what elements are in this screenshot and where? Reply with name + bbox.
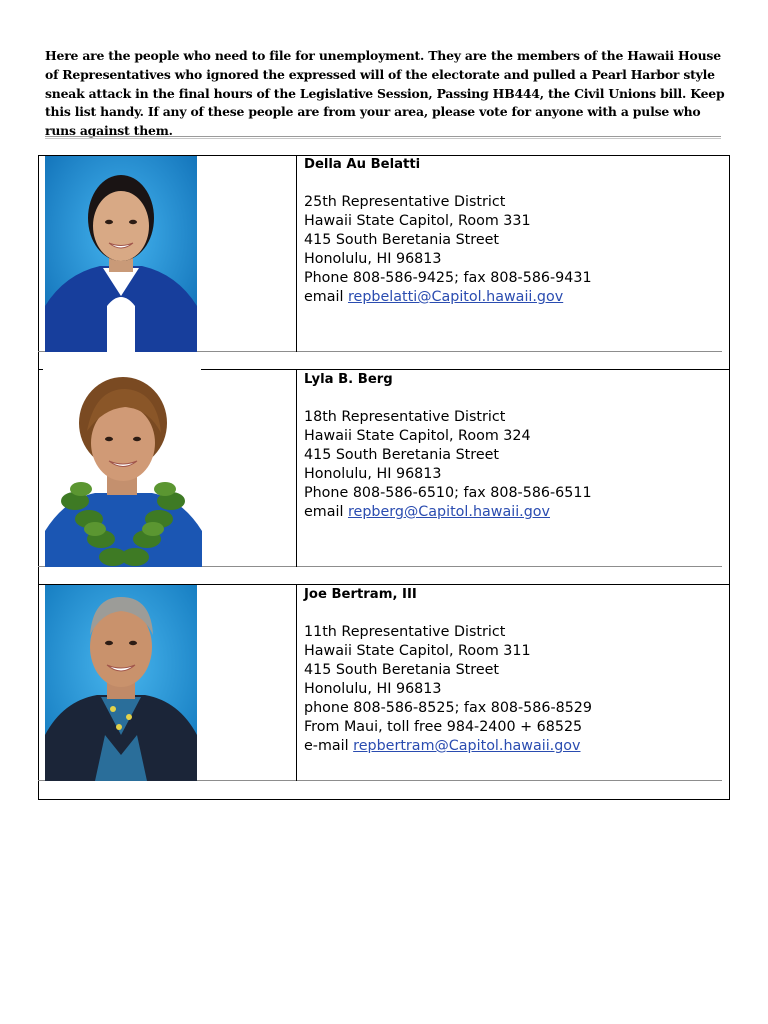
rep-name: Della Au Belatti <box>304 157 421 172</box>
rep-email-link[interactable]: repbertram@Capitol.hawaii.gov <box>353 738 581 754</box>
rep-name: Joe Bertram, III <box>304 587 417 602</box>
rep-name: Lyla B. Berg <box>304 372 393 387</box>
rep-email-line <box>304 737 592 756</box>
column-separator <box>296 369 297 567</box>
rep-info-joe-bertram <box>304 585 592 756</box>
rep-info-della-au-belatti <box>304 155 592 307</box>
rep-district: 25th Representative District <box>304 194 506 210</box>
rep-office: Hawaii State Capitol, Room 324 <box>304 428 531 444</box>
rep-office: Hawaii State Capitol, Room 331 <box>304 213 531 229</box>
email-label: email <box>304 289 348 305</box>
table-bottom-border <box>38 799 730 800</box>
column-separator <box>296 155 297 352</box>
table-right-border <box>729 155 730 800</box>
photo-joe-bertram <box>45 585 197 781</box>
table-left-border <box>38 155 39 800</box>
rep-city: Honolulu, HI 96813 <box>304 466 442 482</box>
intro-divider <box>45 136 721 137</box>
intro-paragraph: Here are the people who need to file for unemployment. They are the members of the Hawaii House of Representatives who ignored the expressed will of the electorate and pulled a Pearl Harbor style sneak attack in the final hours of the Legislative Session, Passing HB444, the Civil Unions bill. Keep this list handy. If any of these people are from your area, please vote for anyone with a pulse who runs against them. <box>45 48 725 139</box>
rep-phone: Phone 808-586-9425; fax 808-586-9431 <box>304 270 592 286</box>
rep-street: 415 South Beretania Street <box>304 232 500 248</box>
rep-district: 11th Representative District <box>304 624 506 640</box>
email-label: email <box>304 504 348 520</box>
table-edge-tick <box>38 369 43 370</box>
rep-street: 415 South Beretania Street <box>304 447 500 463</box>
rep-city: Honolulu, HI 96813 <box>304 251 442 267</box>
rep-district: 18th Representative District <box>304 409 506 425</box>
rep-extra: From Maui, toll free 984-2400 + 68525 <box>304 719 583 735</box>
rep-email-line <box>304 503 592 522</box>
intro-divider-shadow <box>45 138 721 139</box>
photo-della-au-belatti <box>45 156 197 352</box>
rep-city: Honolulu, HI 96813 <box>304 681 442 697</box>
rep-street: 415 South Beretania Street <box>304 662 500 678</box>
rep-email-link[interactable]: repberg@Capitol.hawaii.gov <box>347 504 550 520</box>
column-separator <box>296 584 297 781</box>
rep-office: Hawaii State Capitol, Room 311 <box>304 643 531 659</box>
rep-email-link[interactable]: repbelatti@Capitol.hawaii.gov <box>347 289 564 305</box>
photo-lyla-b-berg <box>45 371 202 567</box>
email-label: e-mail <box>304 738 354 754</box>
rep-phone: phone 808-586-8525; fax 808-586-8529 <box>304 700 593 716</box>
rep-phone: Phone 808-586-6510; fax 808-586-6511 <box>304 485 592 501</box>
rep-email-line <box>304 288 592 307</box>
rep-info-lyla-b-berg <box>304 370 592 522</box>
